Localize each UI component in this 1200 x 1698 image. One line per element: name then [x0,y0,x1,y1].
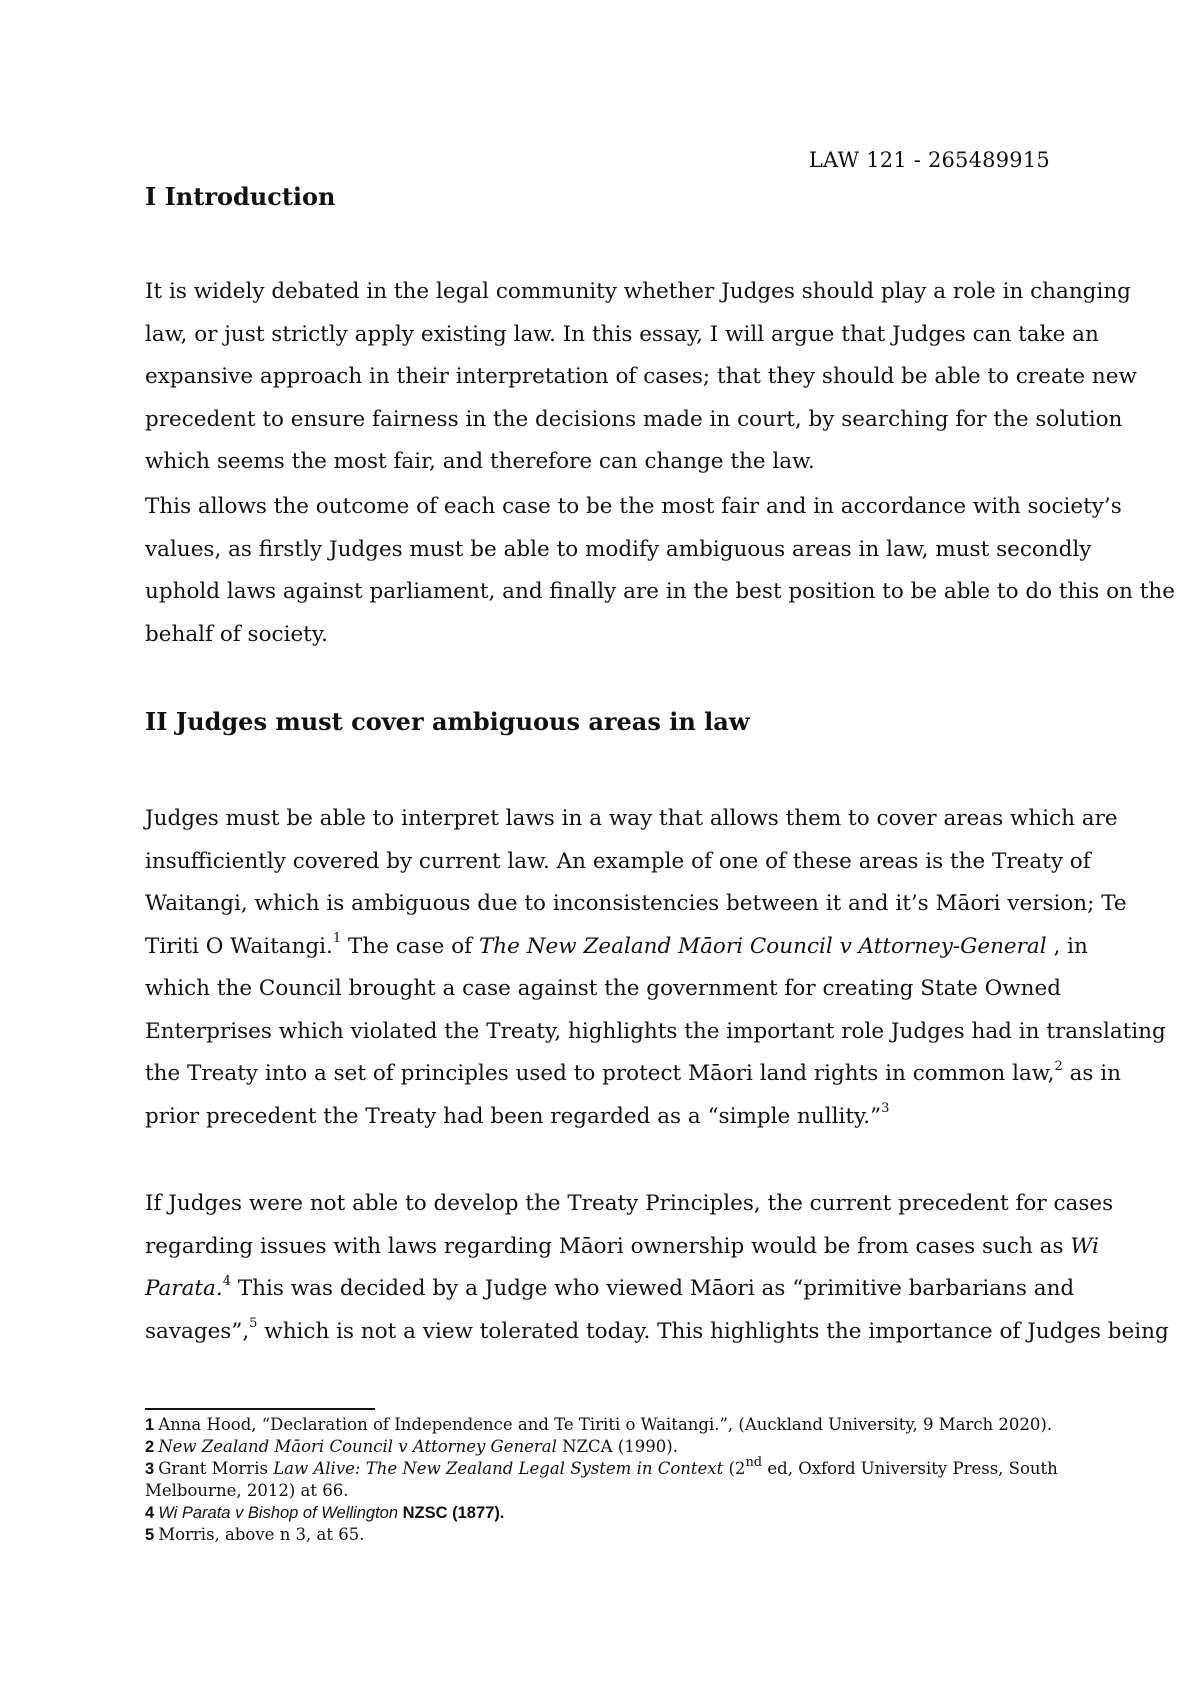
text-line: Waitangi, which is ambiguous due to inconsistencies between it and it’s Māori version; Te [145,891,1127,916]
footnote-text: Grant Morris [158,1459,274,1478]
text-line: which seems the most fair, and therefore can change the law. [145,449,815,474]
text-run: which is not a view tolerated today. This highlights the importance of Judges being [257,1318,1169,1344]
footnote-text: ed, Oxford University Press, South [762,1459,1058,1478]
text-line: which the Council brought a case against the government for creating State Owned [145,976,1062,1001]
footnote-text: Morris, above n 3, at 65. [158,1525,365,1544]
section2-paragraph-2 [145,1183,1169,1353]
footnote-ref-2[interactable]: 2 [1054,1058,1063,1074]
footnote-line [145,1454,1065,1480]
intro-paragraph-2 [145,486,1175,656]
text-line [145,1311,1169,1354]
footnotes [145,1414,1065,1546]
text-line [145,1226,1099,1269]
text-line: This allows the outcome of each case to be the most fair and in accordance with society’s [145,494,1122,519]
footnote-ref-4[interactable]: 4 [222,1273,231,1289]
footnote-ref-1[interactable]: 1 [332,931,342,947]
text-line: insufficiently covered by current law. An example of one of these areas is the Treaty of [145,848,1091,874]
text-line: precedent to ensure fairness in the decisions made in court, by searching for the solution [145,406,1123,432]
intro-paragraph-1 [145,271,1137,484]
footnote-text: NZSC (1877). [398,1504,505,1522]
text-run: as in [1062,1061,1122,1086]
section-heading-ambiguous-areas: II Judges must cover ambiguous areas in law [145,707,750,736]
text-line [145,1096,1065,1139]
footnote-separator [145,1408,375,1410]
footnote-number: 1 [145,1416,155,1434]
text-line: If Judges were not able to develop the Treaty Principles, the current precedent for cases [145,1191,1114,1216]
text-run: , in [1046,933,1088,959]
case-name: Parata. [145,1276,223,1301]
footnote-4 [145,1502,1065,1524]
text-run: regarding issues with laws regarding Māori ownership would be from cases such as [145,1233,1071,1259]
text-line [145,1053,1122,1096]
footnote-number: 5 [145,1526,155,1544]
footnote-case-title: New Zealand Māori Council v Attorney General [158,1437,557,1456]
footnote-text: (2 [723,1459,746,1478]
footnote-text: NZCA (1990). [556,1437,678,1456]
text-line: uphold laws against parliament, and finally are in the best position to be able to do this on the [145,579,1175,604]
footnote-ref-5[interactable]: 5 [249,1316,258,1332]
text-run: savages”, [145,1318,250,1344]
footnote-2 [145,1436,1065,1458]
footnote-3 [145,1454,1065,1502]
text-line: behalf of society. [145,621,328,647]
text-line: expansive approach in their interpretation of cases; that they should be able to create new [145,364,1137,389]
text-line: Judges must be able to interpret laws in a way that allows them to cover areas which are [145,806,1118,831]
footnote-superscript: nd [745,1454,763,1470]
footnote-case-title: Wi Parata v Bishop of Wellington [158,1504,399,1522]
footnote-number: 2 [145,1438,155,1456]
text-run: Tiriti O Waitangi. [145,933,333,959]
text-line [145,1268,1075,1311]
text-line: values, as firstly Judges must be able to modify ambiguous areas in law, must secondly [145,536,1092,562]
footnote-number: 3 [145,1460,155,1478]
footnote-1 [145,1414,1065,1436]
text-run: prior precedent the Treaty had been regarded as a “simple nullity.” [145,1103,882,1129]
text-run: This was decided by a Judge who viewed Māori as “primitive barbarians and [231,1276,1075,1301]
footnote-line: Melbourne, 2012) at 66. [145,1481,349,1500]
footnote-number: 4 [145,1504,155,1522]
text-line: Enterprises which violated the Treaty, highlights the important role Judges had in translating [145,1018,1166,1044]
footnote-ref-3[interactable]: 3 [881,1101,890,1117]
footnote-5 [145,1524,1065,1546]
footnote-book-title: Law Alive: The New Zealand Legal System in Context [273,1459,724,1478]
footnote-text: Anna Hood, “Declaration of Independence and Te Tiriti o Waitangi.”, (Auckland University, 9 March 2020). [158,1415,1053,1434]
case-name: The New Zealand Māori Council v Attorney-General [478,933,1047,959]
section-heading-introduction: I Introduction [145,182,336,211]
text-run: The case of [341,933,479,959]
text-line: law, or just strictly apply existing law. In this essay, I will argue that Judges can take an [145,321,1099,347]
course-reference: LAW 121 - 265489915 [808,148,1050,172]
text-run: the Treaty into a set of principles used to protect Māori land rights in common law, [145,1061,1055,1086]
case-name: Wi [1070,1233,1099,1259]
section2-paragraph-1 [145,798,1166,1138]
text-line: It is widely debated in the legal community whether Judges should play a role in changing [145,279,1131,304]
text-line [145,926,1088,969]
